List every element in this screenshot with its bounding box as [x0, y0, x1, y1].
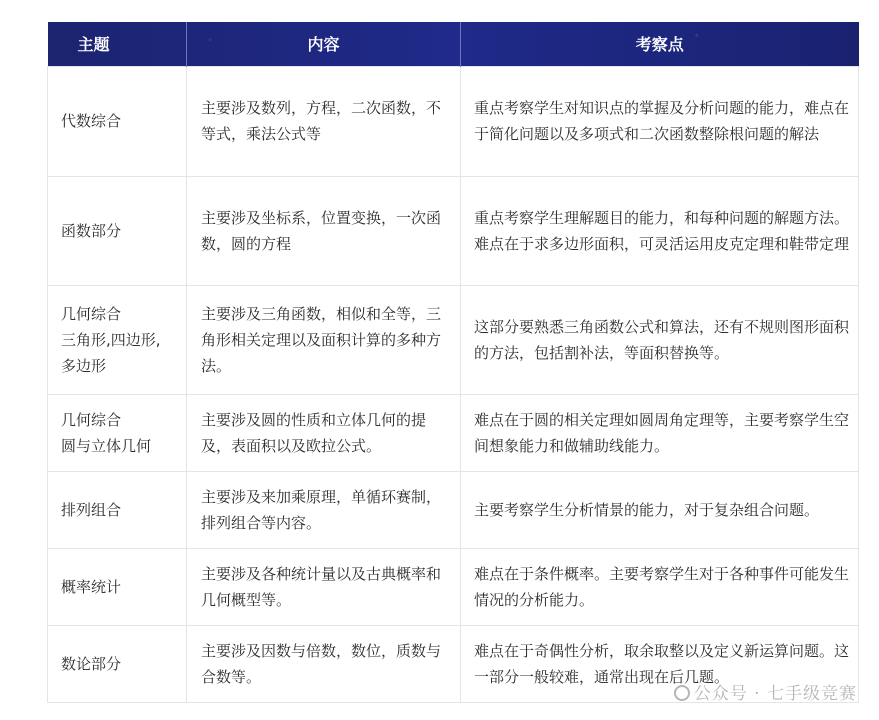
wechat-icon	[674, 685, 690, 701]
content-cell: 主要涉及圆的性质和立体几何的提及，表面积以及欧拉公式。	[187, 394, 461, 471]
header-content: 内容	[187, 22, 461, 66]
focus-cell: 主要考察学生分析情景的能力，对于复杂组合问题。	[461, 471, 859, 548]
focus-cell: 重点考察学生理解题目的能力，和每种问题的解题方法。难点在于求多边形面积，可灵活运用皮克定理和鞋带定理	[461, 176, 859, 285]
topic-line: 代数综合	[61, 112, 122, 130]
topic-cell	[48, 394, 187, 471]
content-cell: 主要涉及三角函数，相似和全等，三角形相关定理以及面积计算的多种方法。	[187, 285, 461, 394]
focus-cell: 难点在于奇偶性分析，取余取整以及定义新运算问题。这一部分一般较难，通常出现在后几题。	[461, 625, 859, 702]
header-focus: 考察点	[461, 22, 859, 66]
topic-line: 概率统计	[61, 577, 122, 596]
table-row	[48, 471, 859, 548]
focus-cell: 难点在于圆的相关定理如圆周角定理等，主要考察学生空间想象能力和做辅助线能力。	[461, 394, 859, 471]
topic-line: 几何综合	[61, 410, 122, 429]
watermark-text: 公众号 · 七手级竞赛	[693, 684, 857, 704]
content-cell: 主要涉及因数与倍数，数位，质数与合数等。	[187, 625, 461, 702]
focus-cell: 难点在于条件概率。主要考察学生对于各种事件可能发生情况的分析能力。	[461, 548, 859, 625]
topic-line: 三角形,四边形,	[61, 330, 161, 349]
topic-line: 多边形	[61, 356, 107, 375]
topic-cell	[48, 66, 187, 176]
topic-cell	[48, 548, 187, 625]
topic-line: 数论部分	[61, 654, 122, 673]
table-row	[48, 394, 859, 471]
watermark	[674, 679, 857, 704]
topic-cell	[48, 176, 187, 285]
table-row	[48, 285, 859, 394]
topic-cell	[48, 285, 187, 394]
content-cell: 主要涉及各种统计量以及古典概率和几何概型等。	[187, 548, 461, 625]
content-cell: 主要涉及坐标系，位置变换，一次函数，圆的方程	[187, 176, 461, 285]
table-header-row	[48, 22, 859, 66]
topic-line: 排列组合	[61, 500, 122, 519]
topic-line: 几何综合	[61, 304, 122, 323]
focus-cell: 重点考察学生对知识点的掌握及分析问题的能力，难点在于简化问题以及多项式和二次函数整除根问题的解法	[461, 66, 859, 176]
table-row	[48, 548, 859, 625]
table-row	[48, 66, 859, 176]
focus-cell: 这部分要熟悉三角函数公式和算法，还有不规则图形面积的方法，包括割补法，等面积替换等。	[461, 285, 859, 394]
topic-line: 圆与立体几何	[61, 436, 152, 455]
topic-cell	[48, 471, 187, 548]
topic-line: 函数部分	[61, 221, 122, 240]
table-row	[48, 176, 859, 285]
content-cell: 主要涉及来加乘原理，单循环赛制，排列组合等内容。	[187, 471, 461, 548]
topic-table	[47, 22, 859, 703]
topic-cell	[48, 625, 187, 702]
content-cell: 主要涉及数列，方程，二次函数，不等式，乘法公式等	[187, 66, 461, 176]
header-topic: 主题	[77, 35, 110, 55]
